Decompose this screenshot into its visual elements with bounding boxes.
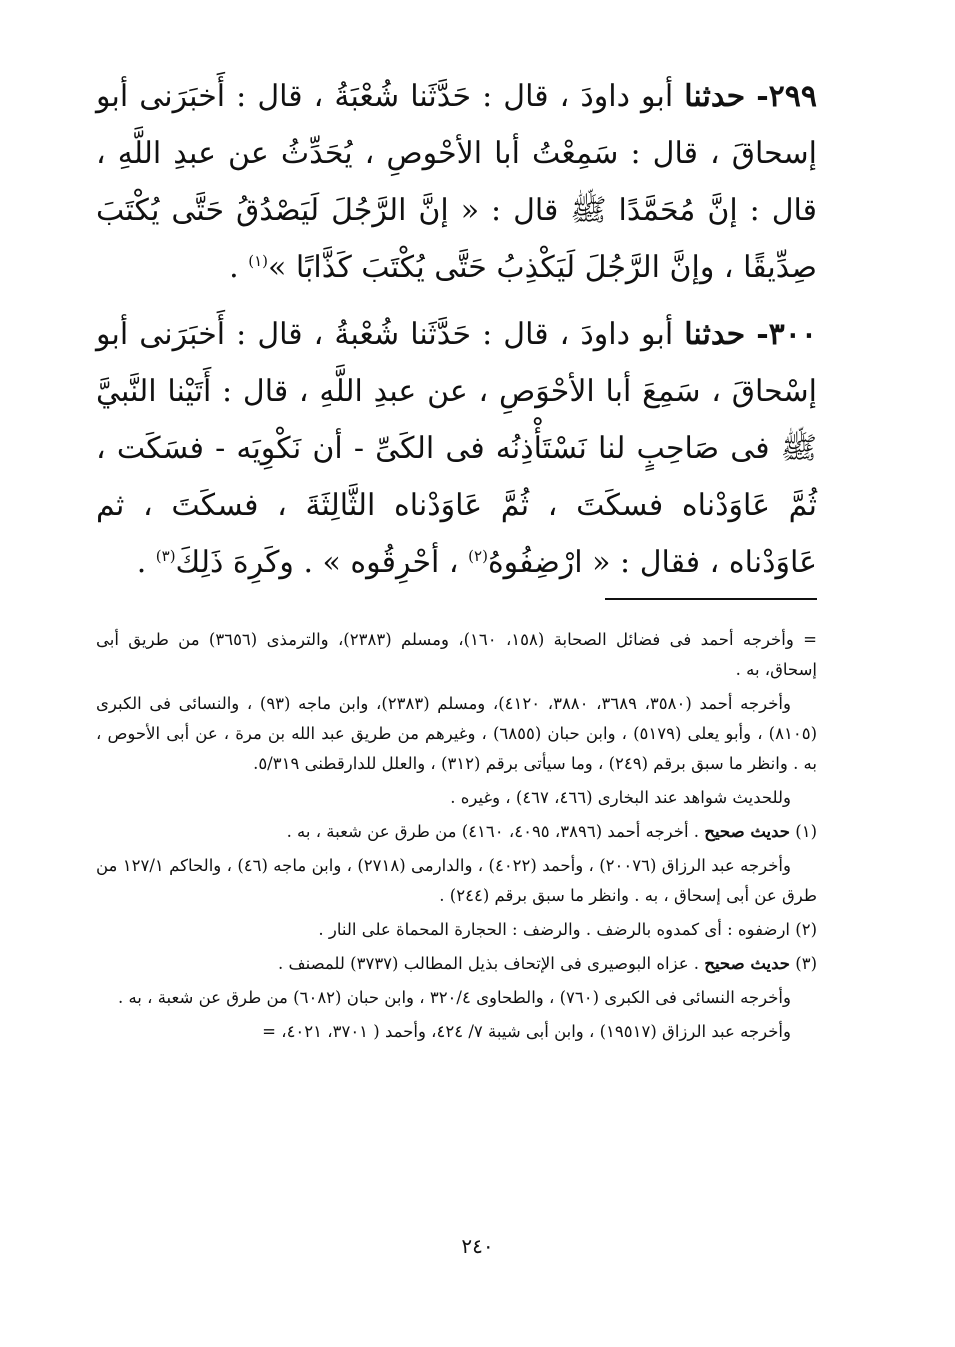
grading-label: حديث صحيح bbox=[704, 822, 790, 841]
footnote-marker: (١) bbox=[795, 822, 817, 841]
footnote-ref[interactable]: (٣) bbox=[155, 547, 176, 565]
grading-label: حديث صحيح bbox=[704, 954, 790, 973]
footnote-paragraph: وأخرجه النسائى فى الكبرى (٧٦٠) ، والطحاوى ٣٢٠/٤ ، وابن حبان (٦٠٨٢) من طرق عن شعبة ، به . bbox=[117, 988, 791, 1007]
note-continuation: = وأخرجه أحمد فى فضائل الصحابة (١٥٨، ١٦٠)، ومسلم (٢٣٨٣)، والترمذى (٣٦٥٦) من طريق أبى إسحاق، به . bbox=[96, 630, 817, 679]
hadith-299 bbox=[96, 68, 817, 296]
footnote-ref[interactable]: (٢) bbox=[468, 547, 488, 565]
hadith-300 bbox=[96, 306, 817, 591]
footnote-2 bbox=[96, 915, 817, 945]
footnote-marker: (٢) bbox=[795, 920, 817, 939]
footnote-paragraph: وأخرجه عبد الرزاق (١٩٥١٧) ، وابن أبى شيبة ٧/ ٤٢٤، وأحمد ( ٣٧٠١، ٤٠٢١، = bbox=[262, 1022, 791, 1041]
footnote-text: . عزاه البوصيرى فى الإتحاف بذيل المطالب (٣٧٣٧) للمصنف . bbox=[278, 954, 705, 973]
footnote-1 bbox=[96, 817, 817, 847]
page-number: ٢٤٠ bbox=[461, 1234, 494, 1258]
footnote-separator bbox=[605, 598, 817, 600]
footnote-paragraph: وأخرجه عبد الرزاق (٢٠٠٧٦) ، وأحمد (٤٠٢٢) ، والدارمى (٢٧١٨) ، وابن ماجه (٤٦) ، والحاكم ١٢٧/١ من طرق عن أبى إسحاق ، به . وانظر ما سبق برقم (٢٤٤) . bbox=[96, 856, 817, 905]
hadith-text: أبو داودَ ، قال : حَدَّثَنا شُعْبةُ ، قال : أَخبَرَنى أبو إسْحاقَ ، سَمِعَ أبا الأحْوَصِ ، عن عبدِ اللَّهِ ، قال : أَتَيْنا النَّبيَّ ﷺ فى صَاحِبٍ لنا نَسْتَأْذِنُه فى الكَىِّ - أن نَكْوِيَه - فسَكَت ، ثُمَّ عَاوَدْناه فسكَتَ ، ثُمَّ عَاوَدْناه الثَّالِثَةَ ، فسكَتَ ، ثم عَاوَدْناه ، فقال : « ارْضِفُوهُ bbox=[96, 317, 817, 580]
footnote-3 bbox=[96, 949, 817, 979]
footnote-text: . أخرجه أحمد (٣٨٩٦، ٤٠٩٥، ٤١٦٠) من طرق عن شعبة ، به . bbox=[286, 822, 705, 841]
footnote-ref[interactable]: (١) bbox=[248, 252, 268, 270]
hadith-text: . bbox=[136, 545, 156, 580]
hadith-number: ٣٠٠- bbox=[756, 317, 817, 352]
footnotes-section bbox=[96, 625, 817, 1051]
footnote-text: ارضفوه : أى كمدوه بالرضف . والرضف : الحجارة المحماة على النار . bbox=[318, 920, 790, 939]
note-paragraph: وللحديث شواهد عند البخارى (٤٦٦، ٤٦٧) ، وغيره . bbox=[450, 788, 791, 807]
hadith-intro: حدثنا bbox=[684, 79, 746, 114]
main-text bbox=[96, 68, 817, 591]
hadith-number: ٢٩٩- bbox=[756, 79, 817, 114]
hadith-text: . bbox=[229, 250, 249, 285]
hadith-text: ، أحْرِقُوه » . وكَرِهَ ذَلِكَ bbox=[175, 545, 469, 580]
note-paragraph: وأخرجه أحمد (٣٥٨٠، ٣٦٨٩، ٣٨٨٠، ٤١٢٠)، ومسلم (٢٣٨٣)، وابن ماجه (٩٣) ، والنسائى فى الكبرى (٨١٠٥) ، وأبو يعلى (٥١٧٩) ، وابن حبان (٦٨٥٥) ، وغيرهم من طريق عبد الله بن مرة ، عن أبى الأحوص ، به . وانظر ما سبق برقم (٢٤٩) ، وما سيأتى برقم (٣١٢) ، والعلل للدارقطنى ٥/٣١٩. bbox=[96, 694, 817, 773]
footnote-marker: (٣) bbox=[795, 954, 817, 973]
hadith-intro: حدثنا bbox=[684, 317, 746, 352]
hadith-text: أبو داودَ ، قال : حَدَّثَنا شُعْبَةُ ، قال : أَخبَرَنى أبو إسحاقَ ، قال : سَمِعْتُ أبا الأحْوصِ ، يُحَدِّثُ عن عبدِ اللَّهِ ، قال : إنَّ مُحَمَّدًا ﷺ قال : « إنَّ الرَّجُلَ لَيَصْدُقُ حَتَّى يُكْتَبَ صِدِّيقًا ، وإنَّ الرَّجُلَ لَيَكْذِبُ حَتَّى يُكْتَبَ كَذَّابًا » bbox=[96, 79, 817, 285]
